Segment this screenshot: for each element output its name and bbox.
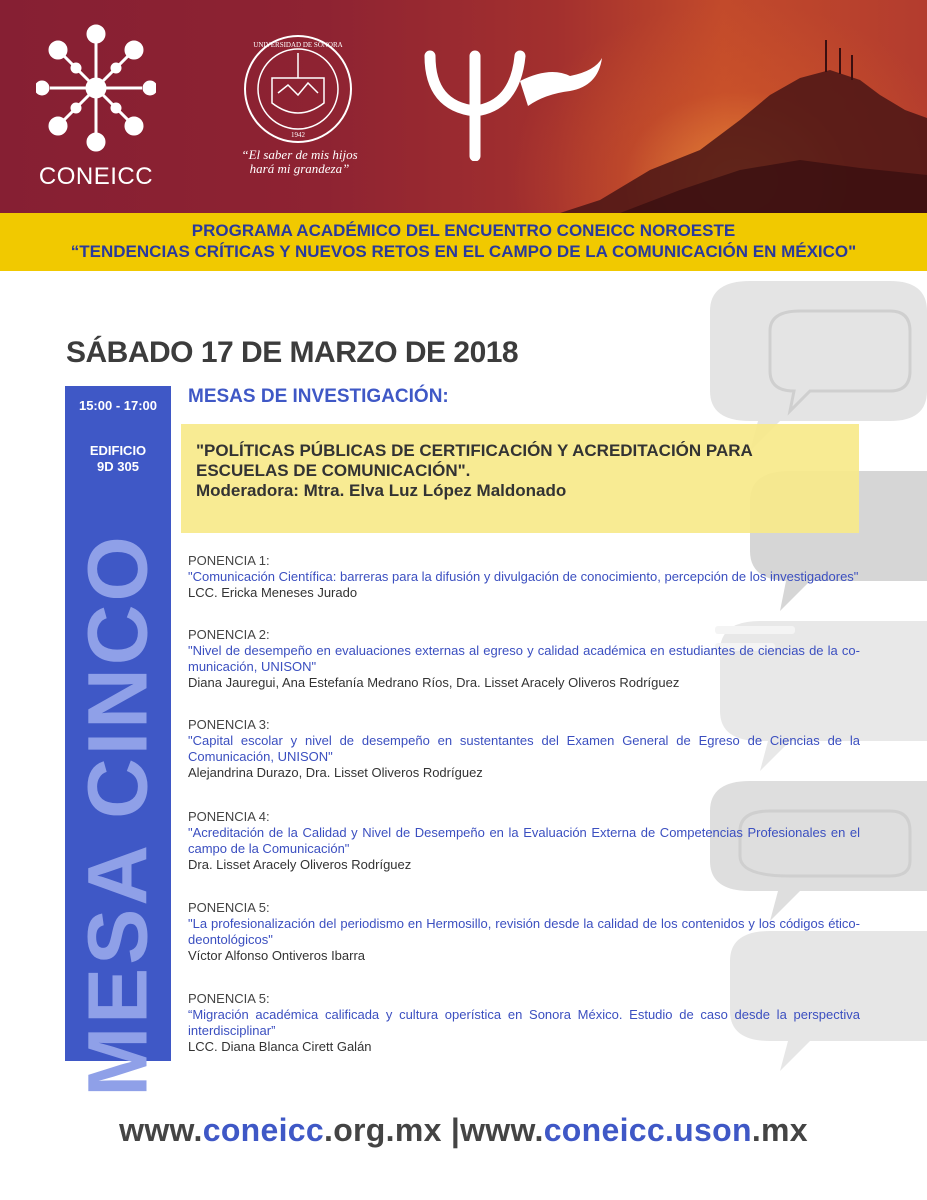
network-icon	[36, 20, 156, 160]
session-time: 15:00 - 17:00	[78, 398, 158, 413]
program-subtitle: “TENDENCIAS CRÍTICAS Y NUEVOS RETOS EN EL CAMPO DE LA COMUNICACIÓN EN MÉXICO"	[70, 242, 857, 261]
ponencia-label: PONENCIA 3:	[188, 717, 270, 732]
ponencia-title: "Acreditación de la Calidad y Nivel de Desempeño en la Evaluación Externa de Competencias Profesionales en el campo de la Comunicación"	[188, 825, 860, 856]
university-seal-icon	[232, 33, 365, 145]
session-location: EDIFICIO 9D 305	[89, 443, 147, 474]
coneicc-link-brand[interactable]: coneicc	[202, 1112, 324, 1148]
topic-text	[196, 441, 846, 501]
header-banner	[0, 0, 927, 213]
ponencia-authors: Víctor Alfonso Ontiveros Ibarra	[188, 948, 366, 963]
svg-text:UNIVERSIDAD DE SONORA: UNIVERSIDAD DE SONORA	[253, 41, 343, 49]
ponencia-authors: LCC. Diana Blanca Cirett Galán	[188, 1039, 372, 1054]
program-title-band	[0, 213, 927, 271]
ponencia-title: "Capital escolar y nivel de desempeño en sustentantes del Examen General de Egreso de Ciencias de la Comunicación, UNISON"	[188, 733, 860, 764]
ponencia-authors: Diana Jauregui, Ana Estefanía Medrano Ríos, Dra. Lisset Aracely Oliveros Rodríguez	[188, 675, 680, 690]
mesa-number-label: MESA CINCO	[70, 533, 165, 1097]
ponencia-authors: Alejandrina Durazo, Dra. Lisset Oliveros Rodríguez	[188, 765, 483, 780]
ponencia-title: "Nivel de desempeño en evaluaciones externas al egreso y calidad académica en estudiantes de ciencias de la co-municación, UNISON"	[188, 643, 860, 674]
section-title: MESAS DE INVESTIGACIÓN:	[188, 386, 449, 407]
ponencia-label: PONENCIA 1:	[188, 553, 270, 568]
psi-logo-icon	[420, 46, 605, 161]
svg-text:1942: 1942	[291, 131, 305, 139]
ponencia-item	[188, 809, 860, 873]
ponencia-authors: Dra. Lisset Aracely Oliveros Rodríguez	[188, 857, 412, 872]
ponencia-title: "La profesionalización del periodismo en Hermosillo, revisión desde la calidad de los contenidos y los códigos ético-deontológicos"	[188, 916, 860, 947]
coneicc-name: CONEICC	[38, 163, 154, 190]
ponencia-label: PONENCIA 2:	[188, 627, 270, 642]
ponencia-item	[188, 991, 860, 1055]
coneicc-logo	[36, 20, 156, 195]
ponencia-title: "Comunicación Científica: barreras para la difusión y divulgación de conocimiento, percepción de los investigadores"	[188, 569, 859, 584]
moderator: Moderadora: Mtra. Elva Luz López Maldonado	[196, 481, 567, 500]
ponencia-item	[188, 627, 860, 691]
ponencia-label: PONENCIA 5:	[188, 991, 270, 1006]
topic-title: "POLÍTICAS PÚBLICAS DE CERTIFICACIÓN Y ACREDITACIÓN PARA ESCUELAS DE COMUNICACIÓN".	[196, 441, 753, 480]
university-motto: “El saber de mis hijos hará mi grandeza”	[241, 147, 358, 176]
ponencia-item	[188, 553, 860, 601]
ponencia-title: “Migración académica calificada y cultura operística en Sonora México. Estudio de caso desde la perspectiva interdisciplinar”	[188, 1007, 860, 1038]
ponencia-authors: LCC. Ericka Meneses Jurado	[188, 585, 358, 600]
ponencia-item	[188, 717, 860, 781]
ponencia-label: PONENCIA 5:	[188, 900, 270, 915]
ponencia-item	[188, 900, 860, 964]
coneicc-uson-link-brand[interactable]: coneicc.uson	[543, 1112, 752, 1148]
footer-urls[interactable]: www.coneicc.org.mx |www.coneicc.uson.mx	[119, 1112, 808, 1148]
ponencia-label: PONENCIA 4:	[188, 809, 270, 824]
event-date: SÁBADO 17 DE MARZO DE 2018	[66, 336, 519, 369]
program-title: PROGRAMA ACADÉMICO DEL ENCUENTRO CONEICC NOROESTE	[191, 221, 736, 240]
